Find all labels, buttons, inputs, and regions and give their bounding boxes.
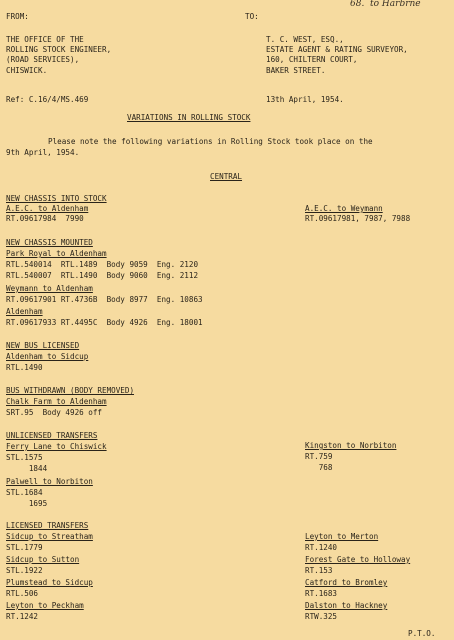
route-line: Aldenham xyxy=(6,307,43,316)
vehicle-line: RTL.1490 xyxy=(6,363,43,372)
route-line: Sidcup to Streatham xyxy=(6,532,93,541)
region-heading: CENTRAL xyxy=(210,172,243,181)
handwritten-reference: 68. to Harbrne xyxy=(350,0,421,9)
route-line: A.E.C. to Weymann xyxy=(305,204,383,213)
section-heading: UNLICENSED TRANSFERS xyxy=(6,431,98,440)
route-line: Chalk Farm to Aldenham xyxy=(6,397,107,406)
route-line: Catford to Bromley xyxy=(305,578,388,587)
section-heading: LICENSED TRANSFERS xyxy=(6,521,89,530)
to-line-4: BAKER STREET. xyxy=(266,66,326,75)
route-line: Forest Gate to Holloway xyxy=(305,555,411,564)
from-line-4: CHISWICK. xyxy=(6,66,48,75)
vehicle-line: RT.1240 xyxy=(305,543,338,552)
vehicle-line: STL.1779 xyxy=(6,543,43,552)
vehicle-line: SRT.95 Body 4926 off xyxy=(6,408,103,417)
vehicle-line: RT.153 xyxy=(305,566,333,575)
vehicle-line: RT.1242 xyxy=(6,612,39,621)
vehicle-line: RT.09617984 7990 xyxy=(6,214,84,223)
route-line: Plumstead to Sidcup xyxy=(6,578,93,587)
route-line: Kingston to Norbiton xyxy=(305,441,397,450)
route-line: Dalston to Hackney xyxy=(305,601,388,610)
route-line: Ferry Lane to Chiswick xyxy=(6,442,107,451)
section-heading: NEW BUS LICENSED xyxy=(6,341,80,350)
vehicle-line: RTL.540007 RTL.1490 Body 9060 Eng. 2112 xyxy=(6,271,199,280)
vehicle-line: RT.09617933 RT.4495C Body 4926 Eng. 18001 xyxy=(6,318,203,327)
route-line: Aldenham to Sidcup xyxy=(6,352,89,361)
reference-number: Ref: C.16/4/MS.469 xyxy=(6,95,89,104)
vehicle-line: RT.09617901 RT.4736B Body 8977 Eng. 10863 xyxy=(6,295,203,304)
from-line-3: (ROAD SERVICES), xyxy=(6,55,80,64)
intro-line-2: 9th April, 1954. xyxy=(6,148,80,157)
to-line-1: T. C. WEST, ESQ., xyxy=(266,35,344,44)
vehicle-line: 1695 xyxy=(6,499,48,508)
to-line-2: ESTATE AGENT & RATING SURVEYOR, xyxy=(266,45,408,54)
to-label: TO: xyxy=(245,12,259,21)
from-label: FROM: xyxy=(6,12,29,21)
page-turn-note: P.T.O. xyxy=(408,629,436,638)
vehicle-line: 768 xyxy=(305,463,333,472)
vehicle-line: RTL.540014 RTL.1489 Body 9059 Eng. 2120 xyxy=(6,260,199,269)
vehicle-line: 1844 xyxy=(6,464,48,473)
vehicle-line: RT.1683 xyxy=(305,589,338,598)
vehicle-line: STL.1575 xyxy=(6,453,43,462)
vehicle-line: STL.1684 xyxy=(6,488,43,497)
route-line: Leyton to Peckham xyxy=(6,601,84,610)
section-heading: BUS WITHDRAWN (BODY REMOVED) xyxy=(6,386,135,395)
vehicle-line: RTL.506 xyxy=(6,589,39,598)
route-line: Leyton to Merton xyxy=(305,532,379,541)
route-line: Weymann to Aldenham xyxy=(6,284,93,293)
route-line: A.E.C. to Aldenham xyxy=(6,204,89,213)
intro-line-1: Please note the following variations in Rolling Stock took place on the xyxy=(48,137,373,146)
from-line-1: THE OFFICE OF THE xyxy=(6,35,84,44)
to-line-3: 160, CHILTERN COURT, xyxy=(266,55,358,64)
subject-title: VARIATIONS IN ROLLING STOCK xyxy=(127,113,251,122)
section-heading: NEW CHASSIS INTO STOCK xyxy=(6,194,107,203)
vehicle-line: RT.759 xyxy=(305,452,333,461)
section-heading: NEW CHASSIS MOUNTED xyxy=(6,238,93,247)
route-line: Park Royal to Aldenham xyxy=(6,249,107,258)
from-line-2: ROLLING STOCK ENGINEER, xyxy=(6,45,112,54)
route-line: Sidcup to Sutton xyxy=(6,555,80,564)
vehicle-line: RTW.325 xyxy=(305,612,338,621)
vehicle-line: STL.1922 xyxy=(6,566,43,575)
vehicle-line: RT.09617981, 7987, 7988 xyxy=(305,214,411,223)
route-line: Palwell to Norbiton xyxy=(6,477,93,486)
memo-date: 13th April, 1954. xyxy=(266,95,344,104)
